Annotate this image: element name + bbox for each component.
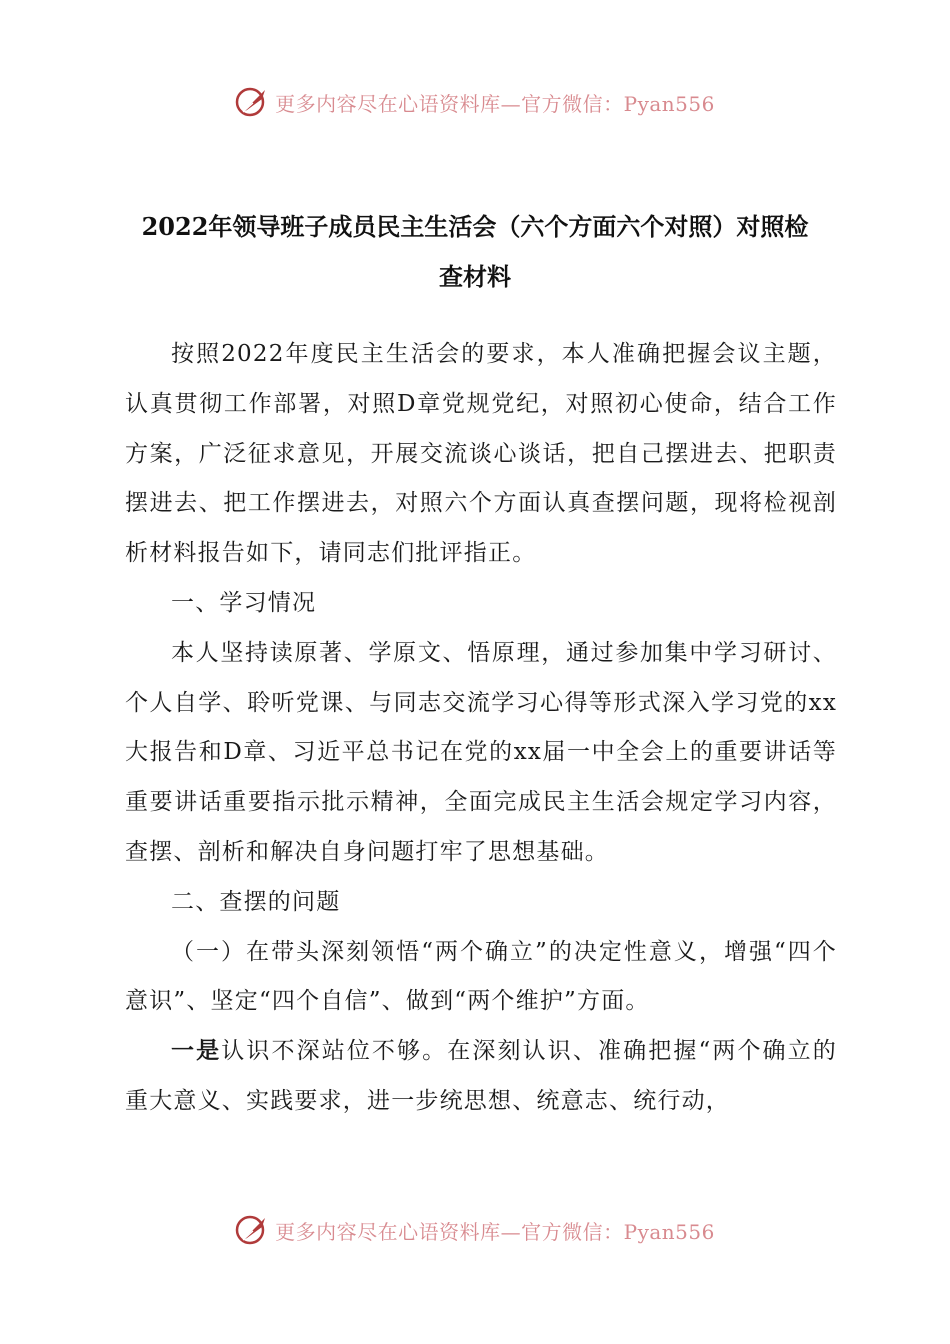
item-1-text: 认识不深站位不够。在深刻认识、准确把握“两个确立的重大意义、实践要求，进一步统思想、统意志、统行动， (125, 1038, 837, 1114)
watermark-text: 更多内容尽在心语资料库—官方微信：Pyan556 (275, 91, 715, 116)
title-line-1: 2022年领导班子成员民主生活会（六个方面六个对照）对照检 (141, 212, 809, 241)
subsection-1-paragraph: （一）在带头深刻领悟“两个确立”的决定性意义，增强“四个意识”、坚定“四个自信”、做到“两个维护”方面。 (125, 938, 837, 1015)
item-1-lead: 一是 (171, 1038, 222, 1065)
quill-pen-logo-icon (235, 1213, 269, 1247)
quill-pen-logo-icon (235, 85, 269, 119)
footer-watermark (0, 1210, 950, 1250)
title-line-2: 查材料 (439, 262, 511, 291)
document-title (100, 202, 850, 302)
item-1-paragraph (125, 1027, 837, 1127)
intro-paragraph: 按照2022年度民主生活会的要求，本人准确把握会议主题，认真贯彻工作部署，对照D章党规党纪，对照初心使命，结合工作方案，广泛征求意见，开展交流谈心谈话，把自己摆进去、把职责摆进去、把工作摆进去，对照六个方面认真查摆问题，现将检视剖析材料报告如下，请同志们批评指正。 (125, 341, 837, 567)
document-body (125, 330, 837, 1127)
watermark-text: 更多内容尽在心语资料库—官方微信：Pyan556 (275, 1219, 715, 1244)
section-2-heading: 二、查摆的问题 (171, 888, 341, 915)
section-1-paragraph: 本人坚持读原著、学原文、悟原理，通过参加集中学习研讨、个人自学、聆听党课、与同志交流学习心得等形式深入学习党的xx大报告和D章、习近平总书记在党的xx届一中全会上的重要讲话等重要讲话重要指示批示精神，全面完成民主生活会规定学习内容，查摆、剖析和解决自身问题打牢了思想基础。 (125, 639, 837, 865)
section-1-heading: 一、学习情况 (171, 589, 317, 616)
header-watermark (0, 82, 950, 122)
